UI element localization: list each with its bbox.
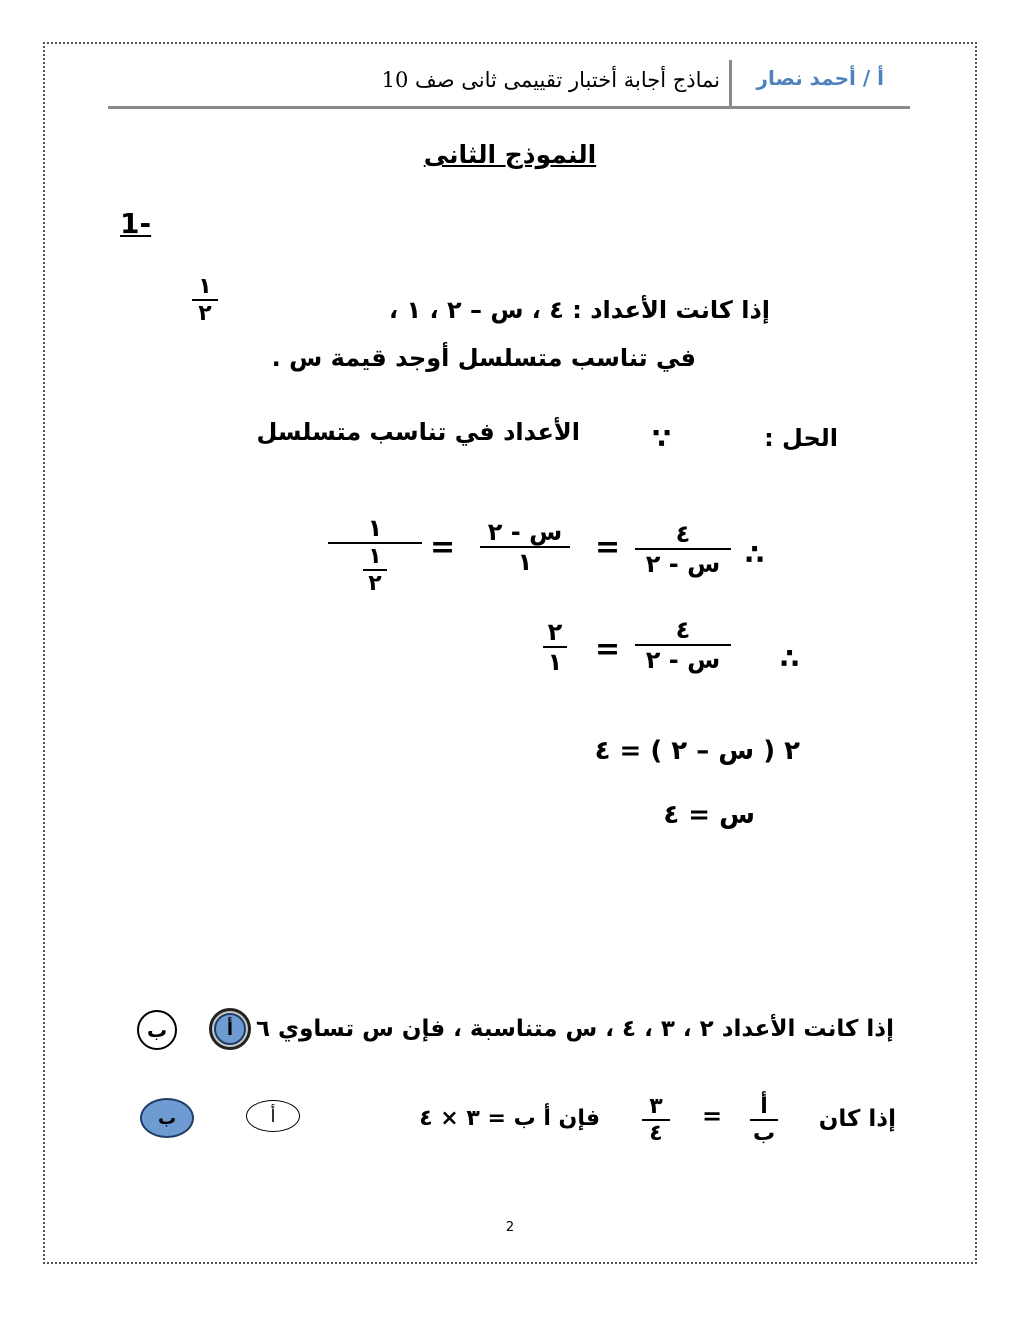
eq2-fraction-2 — [543, 618, 567, 676]
equals-sign: = — [702, 1102, 723, 1130]
mcq3-option-b-label: ب — [157, 1107, 177, 1129]
problem-line-1: إذا كانت الأعداد : ٤ ، س – ٢ ، ١ ، — [388, 296, 770, 324]
mcq3-f1-denominator: ب — [752, 1121, 776, 1146]
page-number: 2 — [505, 1220, 515, 1235]
therefore-symbol-2: ∴ — [780, 642, 800, 675]
model-title: النموذج الثانى — [423, 140, 597, 169]
eq1-f2-denominator: ١ — [517, 548, 533, 576]
equals-sign: = — [595, 530, 621, 565]
problem-line-2: في تناسب متسلسل أوجد قيمة س . — [271, 344, 696, 372]
problem-fraction-numerator: ١ — [198, 274, 212, 299]
mcq3-f1-numerator: أ — [760, 1094, 768, 1119]
eq2-f2-denominator: ١ — [547, 648, 563, 676]
problem-fraction — [192, 274, 218, 326]
solution-reason: الأعداد في تناسب متسلسل — [256, 418, 580, 446]
author-name: أ / أحمد نصار — [756, 66, 884, 90]
document-title: نماذج أجابة أختبار تقييمى ثانى صف 10 — [381, 68, 720, 92]
mcq3-suffix: فإن أ ب = ٣ × ٤ — [419, 1106, 600, 1131]
eq1-f1-numerator: ٤ — [675, 520, 691, 548]
mcq2-option-a-fill — [214, 1013, 246, 1045]
mcq3-fraction-2 — [642, 1094, 670, 1146]
question-number: 1- — [120, 207, 152, 240]
eq1-f1-denominator: س - ٢ — [645, 550, 721, 578]
problem-fraction-denominator: ٢ — [198, 301, 212, 326]
equals-sign: = — [430, 530, 456, 565]
eq1-fraction-1 — [635, 520, 731, 578]
eq1-f2-numerator: س - ٢ — [487, 518, 563, 546]
eq1-fraction-3 — [328, 514, 422, 596]
mcq2-option-a-label: أ — [226, 1018, 234, 1040]
mcq3-option-a-label: أ — [270, 1105, 276, 1127]
equals-sign: = — [595, 632, 621, 667]
mcq2-option-b[interactable] — [137, 1010, 177, 1050]
eq1-f3-numerator: ١ — [367, 514, 383, 542]
mcq3-prefix: إذا كان — [818, 1106, 896, 1132]
header-separator — [729, 60, 732, 108]
eq1-fraction-2 — [480, 518, 570, 576]
mcq3-fraction-1 — [750, 1094, 778, 1146]
eq1-f3-inner-numerator: ١ — [368, 544, 382, 569]
because-symbol: ∵ — [652, 422, 672, 455]
eq1-f3-inner-denominator: ٢ — [368, 571, 382, 596]
eq2-f1-numerator: ٤ — [675, 616, 691, 644]
eq2-f1-denominator: س - ٢ — [645, 646, 721, 674]
header-rule — [108, 106, 910, 109]
mcq2-option-b-label: ب — [146, 1018, 168, 1042]
mcq3-f2-denominator: ٤ — [649, 1121, 663, 1146]
solution-label: الحل : — [764, 424, 838, 452]
mcq3-f2-numerator: ٣ — [649, 1094, 663, 1119]
eq2-fraction-1 — [635, 616, 731, 674]
page-border — [43, 42, 977, 1264]
mcq-question-2: إذا كانت الأعداد ٢ ، ٣ ، ٤ ، س متناسبة ، فإن س تساوي ٦ — [255, 1016, 894, 1042]
eq2-f2-numerator: ٢ — [547, 618, 563, 646]
therefore-symbol-1: ∴ — [745, 538, 765, 571]
equation-3: ٢ ( س – ٢ ) = ٤ — [594, 736, 800, 766]
mcq3-option-b[interactable] — [140, 1098, 194, 1138]
equation-4: س = ٤ — [663, 800, 755, 830]
mcq3-option-a[interactable] — [246, 1100, 300, 1132]
mcq2-option-a[interactable] — [209, 1008, 251, 1050]
